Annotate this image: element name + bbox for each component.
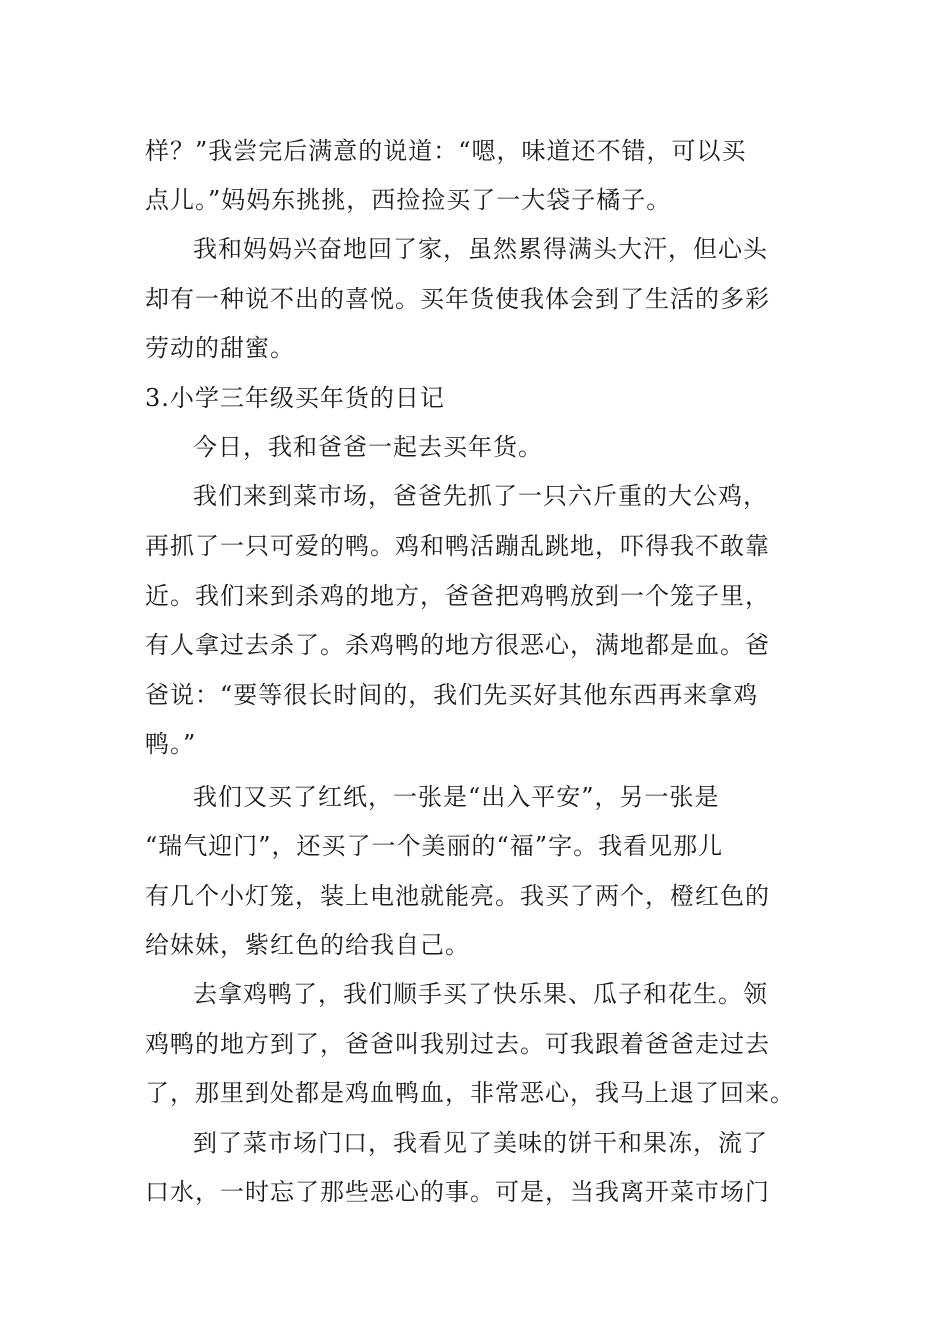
paragraph-start-line: 我和妈妈兴奋地回了家，虽然累得满头大汗，但心头 — [193, 235, 768, 263]
text-line: 鸭。” — [145, 730, 197, 758]
paragraph-start-line: 我们来到菜市场，爸爸先抓了一只六斤重的大公鸡， — [193, 482, 768, 510]
text-line: 爸说：“要等很长时间的，我们先买好其他东西再来拿鸡 — [145, 681, 759, 709]
text-line: “瑞气迎门”，还买了一个美丽的“福”字。我看见那儿 — [145, 832, 724, 860]
text-line: 近。我们来到杀鸡的地方，爸爸把鸡鸭放到一个笼子里， — [145, 582, 770, 610]
text-line: 有几个小灯笼，装上电池就能亮。我买了两个，橙红色的 — [145, 882, 770, 910]
text-line: 劳动的甜蜜。 — [145, 334, 295, 362]
section-heading: 3.小学三年级买年货的日记 — [145, 384, 445, 412]
text-line: 有人拿过去杀了。杀鸡鸭的地方很恶心，满地都是血。爸 — [145, 631, 770, 659]
text-line: 给妹妹，紫红色的给我自己。 — [145, 931, 470, 959]
text-line: 口水，一时忘了那些恶心的事。可是，当我离开菜市场门 — [145, 1178, 770, 1206]
text-line: 再抓了一只可爱的鸭。鸡和鸭活蹦乱跳地，吓得我不敢靠 — [145, 532, 770, 560]
text-line: 鸡鸭的地方到了，爸爸叫我别过去。可我跟着爸爸走过去 — [145, 1030, 770, 1058]
paragraph-start-line: 去拿鸡鸭了，我们顺手买了快乐果、瓜子和花生。领 — [193, 980, 768, 1008]
paragraph-start-line: 到了菜市场门口，我看见了美味的饼干和果冻，流了 — [193, 1129, 768, 1157]
text-line: 样？”我尝完后满意的说道：“嗯，味道还不错，可以买 — [145, 137, 747, 165]
text-line: 却有一种说不出的喜悦。买年货使我体会到了生活的多彩 — [145, 285, 770, 313]
text-line: 点儿。”妈妈东挑挑，西捡捡买了一大袋子橘子。 — [145, 186, 672, 214]
paragraph-start-line: 今日，我和爸爸一起去买年货。 — [193, 433, 543, 461]
text-line: 了，那里到处都是鸡血鸭血，非常恶心，我马上退了回来。 — [145, 1079, 795, 1107]
paragraph-start-line: 我们又买了红纸，一张是“出入平安”，另一张是 — [193, 783, 720, 811]
